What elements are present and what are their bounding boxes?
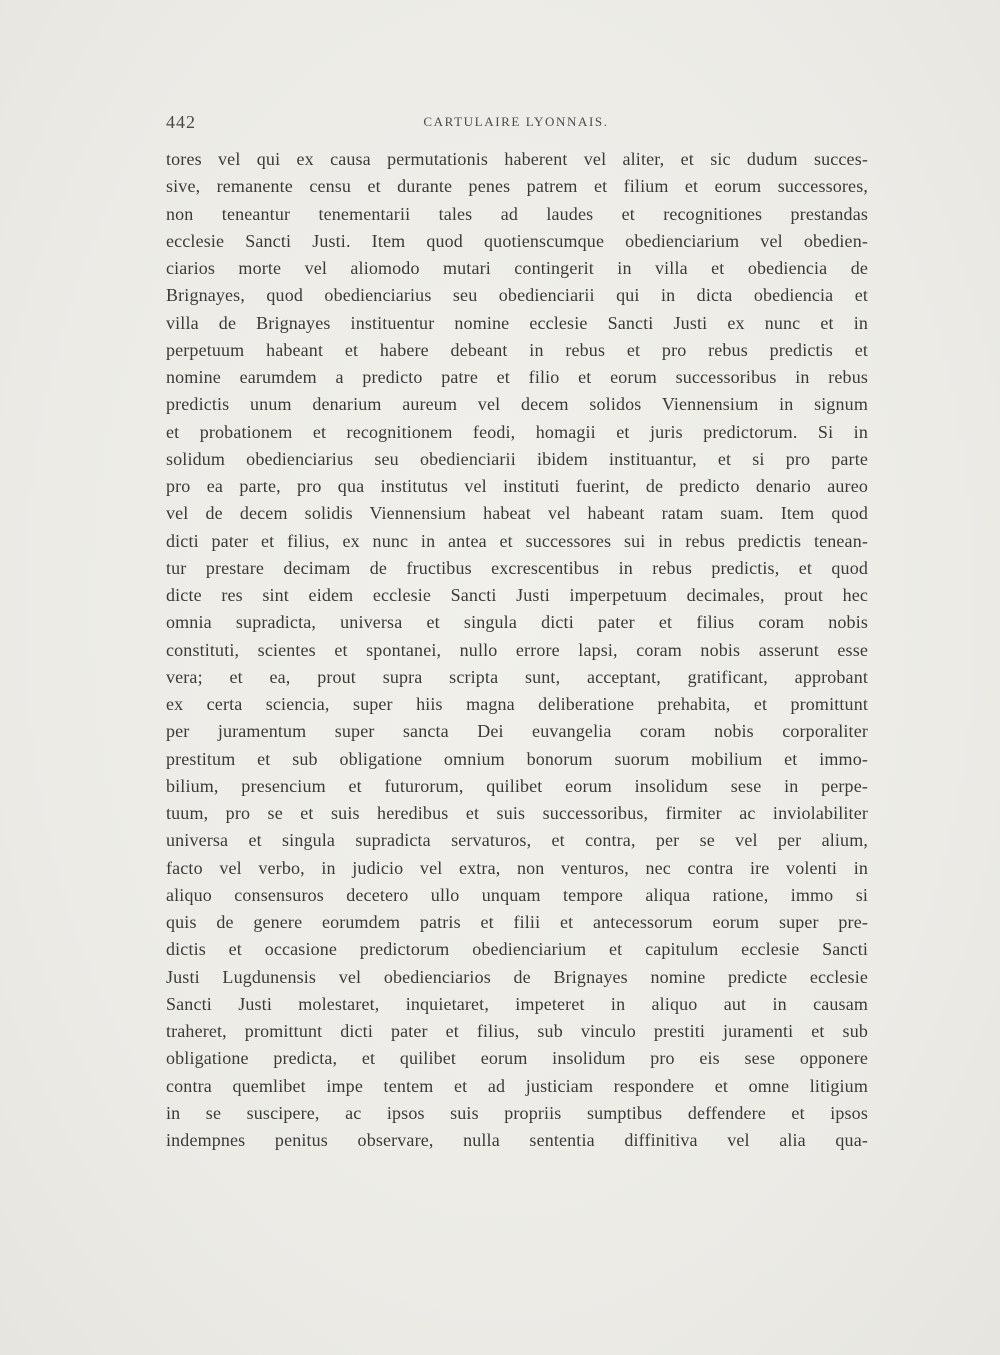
text-line: dicti pater et filius, ex nunc in antea et successores sui in rebus predictis tenean- [166,530,868,551]
text-line: tores vel qui ex causa permutationis haberent vel aliter, et sic dudum succes- [166,149,868,169]
text-line: non teneantur tenementarii tales ad laudes et recognitiones prestandas [166,203,868,224]
text-line: pro ea parte, pro qua institutus vel instituti fuerint, de predicto denario aureo [166,476,868,496]
text-line: Brignayes, quod obedienciarius seu obedienciarii qui in dicta obediencia et [166,285,868,306]
page-number: 442 [166,112,196,132]
text-line: bilium, presencium et futurorum, quilibet eorum insolidum sese in perpe- [166,775,868,796]
text-line: universa et singula supradicta servaturos, et contra, per se vel per alium, [166,830,868,851]
text-line: predictis unum denarium aureum vel decem solidos Viennensium in signum [166,394,868,415]
text-line: facto vel verbo, in judicio vel extra, non venturos, nec contra ire volenti in [166,857,868,878]
text-line: villa de Brignayes instituentur nomine ecclesie Sancti Justi ex nunc et in [166,312,868,333]
page-header [166,112,866,140]
text-line: contra quemlibet impe tentem et ad justiciam respondere et omne litigium [166,1075,868,1096]
text-line: quis de genere eorumdem patris et filii et antecessorum eorum super pre- [166,912,868,932]
text-line: ecclesie Sancti Justi. Item quod quotienscumque obedienciarium vel obedien- [166,230,868,251]
text-line: ciarios morte vel aliomodo mutari contingerit in villa et obediencia de [166,258,868,278]
text-line: dictis et occasione predictorum obedienciarium et capitulum ecclesie Sancti [166,939,868,960]
text-line: et probationem et recognitionem feodi, homagii et juris predictorum. Si in [166,421,868,442]
text-line: tuum, pro se et suis heredibus et suis successoribus, firmiter ac inviolabiliter [166,803,868,823]
text-line: sive, remanente censu et durante penes patrem et filium et eorum successores, [166,176,868,197]
text-line: nomine earumdem a predicto patre et filio et eorum successoribus in rebus [166,367,868,387]
text-line: omnia supradicta, universa et singula dicti pater et filius coram nobis [166,612,868,633]
body-text [166,146,868,1154]
text-line: per juramentum super sancta Dei euvangelia coram nobis corporaliter [166,721,868,742]
text-line: Justi Lugdunensis vel obedienciarios de Brignayes nomine predicte ecclesie [166,966,868,987]
text-line: tur prestare decimam de fructibus excrescentibus in rebus predictis, et quod [166,557,868,578]
text-line: traheret, promittunt dicti pater et filius, sub vinculo prestiti juramenti et sub [166,1021,868,1041]
text-line: Sancti Justi molestaret, inquietaret, impeteret in aliquo aut in causam [166,993,868,1014]
text-line: obligatione predicta, et quilibet eorum insolidum pro eis sese opponere [166,1048,868,1069]
text-line: dicte res sint eidem ecclesie Sancti Justi imperpetuum decimales, prout hec [166,585,868,605]
text-line: solidum obedienciarius seu obedienciarii ibidem instituantur, et si pro parte [166,448,868,469]
text-line: vel de decem solidis Viennensium habeat vel habeant ratam suam. Item quod [166,503,868,524]
text-line: prestitum et sub obligatione omnium bonorum suorum mobilium et immo- [166,748,868,769]
running-title: CARTULAIRE LYONNAIS. [423,114,609,129]
text-line: vera; et ea, prout supra scripta sunt, acceptant, gratificant, approbant [166,666,868,687]
text-line: aliquo consensuros decetero ullo unquam tempore aliqua ratione, immo si [166,884,868,905]
text-line: ex certa sciencia, super hiis magna deliberatione prehabita, et promittunt [166,694,868,714]
text-line: perpetuum habeant et habere debeant in rebus et pro rebus predictis et [166,339,868,360]
text-line: indempnes penitus observare, nulla sententia diffinitiva vel alia qua- [166,1130,868,1150]
text-line: in se suscipere, ac ipsos suis propriis sumptibus deffendere et ipsos [166,1102,868,1123]
text-line: constituti, scientes et spontanei, nullo errore lapsi, coram nobis asserunt esse [166,639,868,660]
